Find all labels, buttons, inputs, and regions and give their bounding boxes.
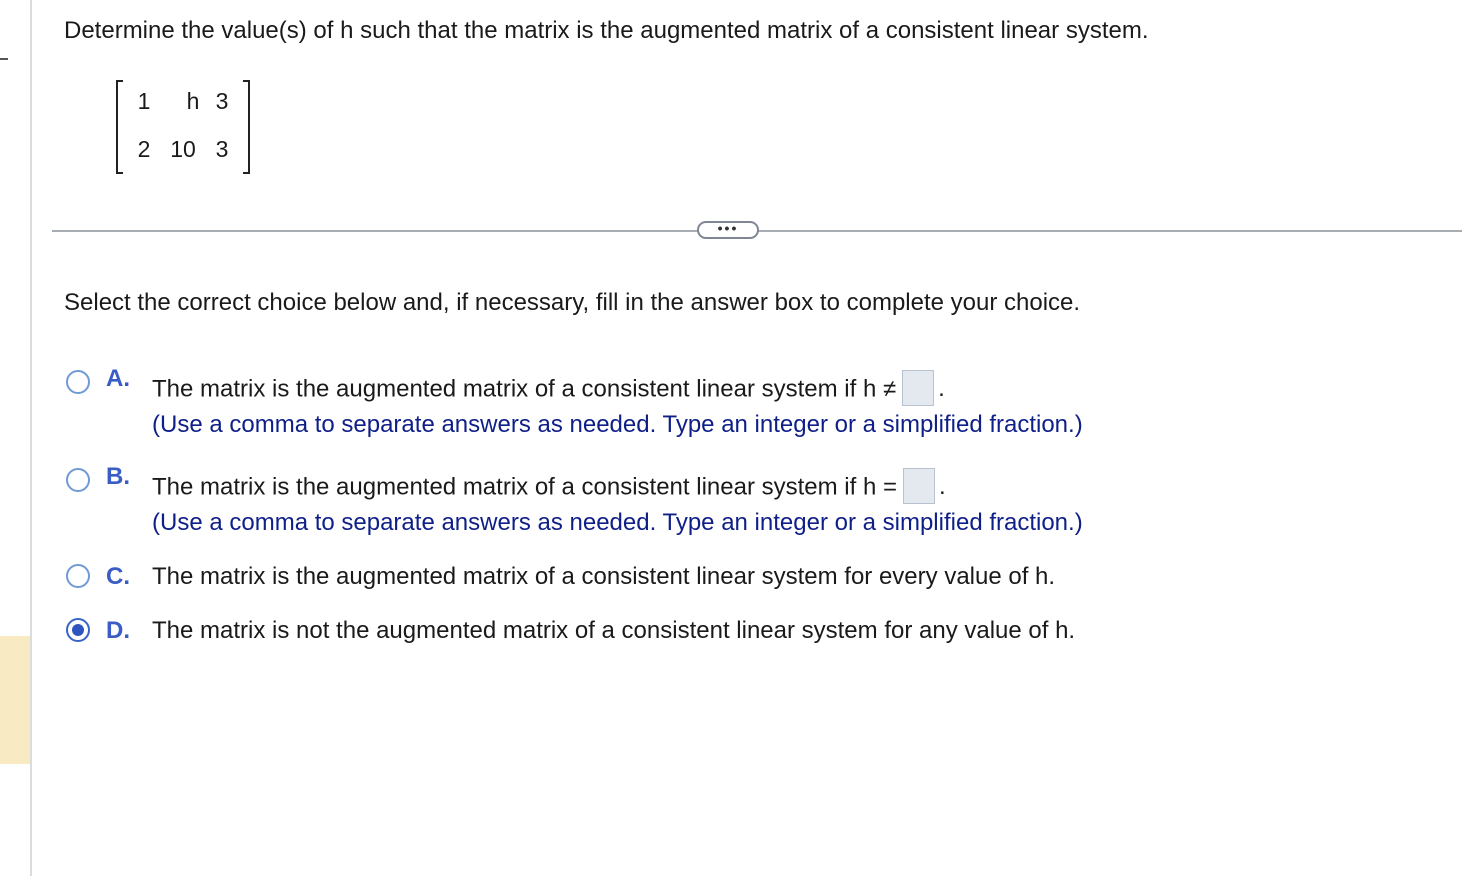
choice-b-letter: B.	[106, 463, 130, 490]
choice-d-radio[interactable]	[66, 618, 90, 642]
choice-a-label: The matrix is the augmented matrix of a consistent linear system if h ≠	[152, 375, 897, 403]
choice-b-text	[152, 470, 946, 506]
left-margin-tick	[0, 58, 8, 60]
choice-d-text: The matrix is not the augmented matrix of a consistent linear system for any value of h.	[152, 617, 1076, 644]
choice-a-period: .	[938, 375, 945, 403]
matrix-cell: 2	[137, 136, 151, 162]
choice-c-radio[interactable]	[66, 564, 90, 588]
choice-a-letter: A.	[106, 365, 130, 392]
choice-b-answer-box[interactable]	[903, 468, 935, 504]
left-margin-highlight	[0, 636, 30, 764]
expand-more-button[interactable]: •••	[697, 221, 759, 239]
choice-b-period: .	[938, 473, 946, 501]
instruction-text: Select the correct choice below and, if necessary, fill in the answer box to complete your choice.	[64, 289, 1081, 316]
matrix-right-bracket	[243, 80, 250, 174]
matrix-left-bracket	[116, 80, 123, 174]
choice-b-radio[interactable]	[66, 468, 90, 492]
choice-d-letter: D.	[106, 617, 130, 644]
matrix-cell: h	[186, 88, 200, 114]
matrix-cell: 3	[215, 136, 229, 162]
question-text: Determine the value(s) of h such that the matrix is the augmented matrix of a consistent linear system.	[64, 17, 1149, 44]
choice-a-radio[interactable]	[66, 370, 90, 394]
matrix-cell: 10	[170, 136, 196, 162]
choice-c-letter: C.	[106, 563, 130, 590]
choice-a-answer-box[interactable]	[902, 370, 934, 406]
choice-c-text: The matrix is the augmented matrix of a consistent linear system for every value of h.	[152, 563, 1056, 590]
choice-a-text	[152, 372, 945, 408]
choice-a-hint: (Use a comma to separate answers as needed. Type an integer or a simplified fraction.)	[152, 411, 1083, 438]
left-margin-rule	[30, 0, 32, 876]
choice-b-label: The matrix is the augmented matrix of a consistent linear system if h =	[152, 473, 897, 501]
matrix-cell: 1	[137, 88, 151, 114]
matrix-cell: 3	[215, 88, 229, 114]
augmented-matrix	[116, 80, 250, 174]
choice-b-hint: (Use a comma to separate answers as needed. Type an integer or a simplified fraction.)	[152, 509, 1083, 536]
